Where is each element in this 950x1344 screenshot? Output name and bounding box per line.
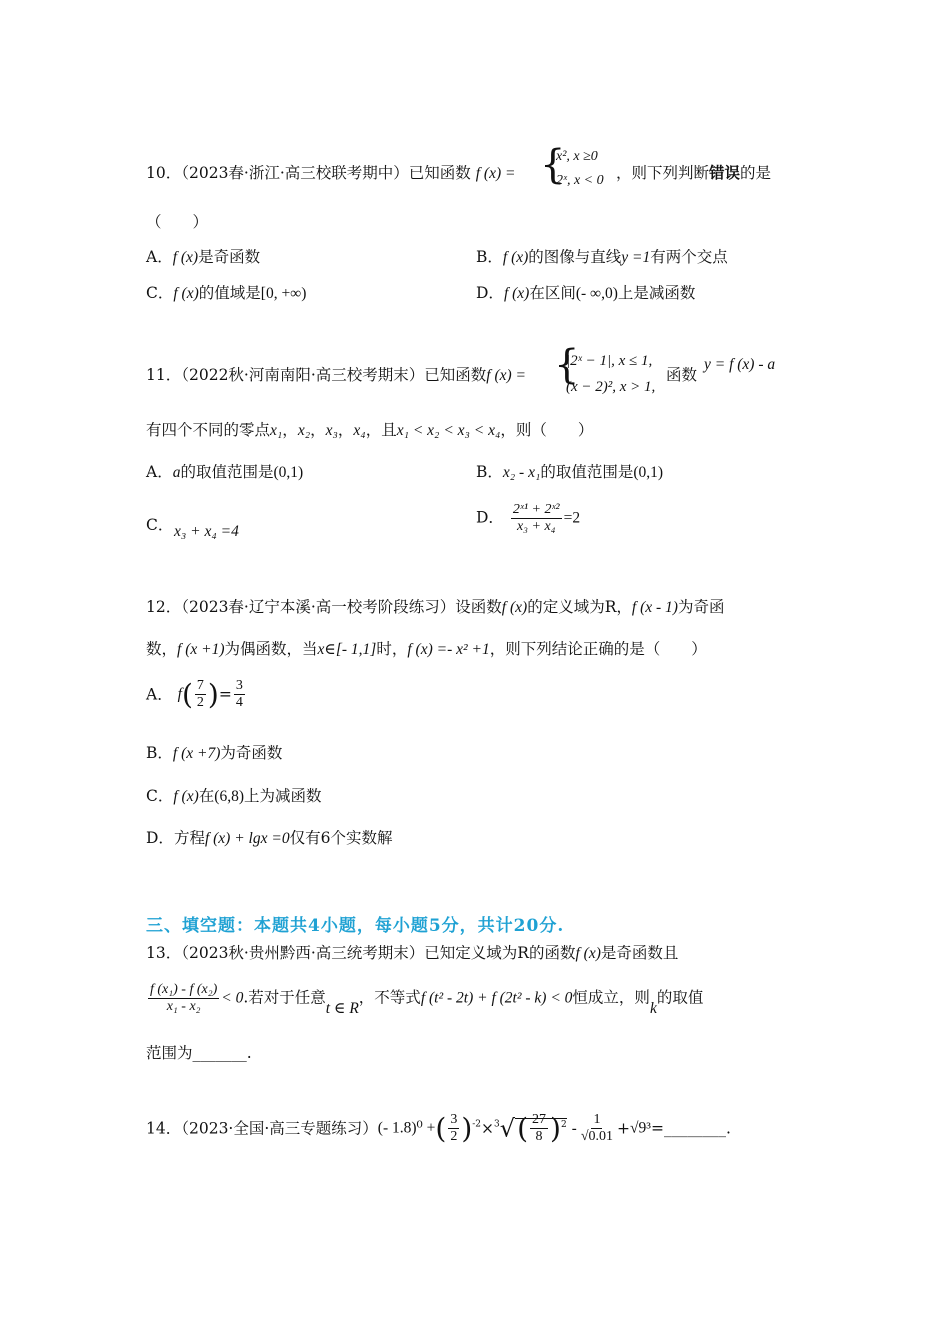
q11-y-expr: y = f (x) - a [704,356,776,373]
q11-line2: 有四个不同的零点x₁，x₂，x₃，x₄，且x₁ < x₂ < x₃ < x₄，则（ ） [146,421,594,439]
q10-f-label: f (x) = [475,165,516,182]
q10-case1: x², x ≥0 [556,149,598,164]
q10-option-c[interactable]: C．f (x)的值域是[0, +∞) [146,284,307,302]
q13-fraction: $\frac{\text{f (x₁) - f (x₂)}}{\text{x₁ - x₂}}$ [150,982,218,1015]
q10-option-d[interactable]: D．f (x)在区间(- ∞,0)上是减函数 [476,284,696,302]
q11-case2: (x − 2)², x > 1, [566,379,656,395]
q10-bold-word: 错误 [709,163,741,182]
q11-option-b[interactable]: B．x₂ - x₁的取值范围是(0,1) [476,463,664,481]
q11-case1: |2ˣ − 1|, x ≤ 1, [566,353,653,369]
q11-mid: 函数 [666,366,698,384]
q10-tail: ，则下列判断错误的是 [616,163,772,182]
q10-brace: { [540,142,566,188]
q11-option-c-expr: x₃ + x₄ =4 [174,523,239,540]
q12-option-d[interactable]: D．方程f (x) + lgx =0仅有6个实数解 [146,829,393,847]
q11-option-c-label[interactable]: C． [146,516,174,534]
section-title: 三、填空题：本题共4小题，每小题5分，共计20分. [146,916,565,936]
q14-stem: 14．（2023·全国·高三专题练习）(- 1.8)⁰ +( $\frac{3}{2}$ )$^{-2}$×$^3$√( $\frac{27}{8}$ )$^2$ - $\frac{1}{√0.01}$ +√9³=________. [146,1112,731,1145]
q12-stem: 12．（2023春·辽宁本溪·高一校考阶段练习）设函数f (x)的定义域为R，f (x - 1)为奇函 [146,598,725,616]
q12-option-c[interactable]: C．f (x)在(6,8)上为减函数 [146,787,322,805]
q12-option-b[interactable]: B．f (x +7)为奇函数 [146,744,283,762]
q13-line2: $\frac{\text{f (x₁) - f (x₂)}}{\text{x₁ - x₂}}$ < 0.若对于任意t ∈ R，不等式f (t² - 2t) + f (2t² - k) < 0恒成立，则k的取值 [150,982,704,1017]
q10-option-b[interactable]: B．f (x)的图像与直线y =1有两个交点 [476,248,728,266]
q11-brace: { [554,342,580,388]
q10-source: （2023春·浙江·高三校联考期中）已知函数 [181,164,471,182]
q13-stem: 13．（2023秋·贵州黔西·高三统考期末）已知定义域为R的函数f (x)是奇函数且 [146,944,679,962]
q10-paren: （ ） [146,213,209,231]
q11-stem: 11．（2022秋·河南南阳·高三校考期末）已知函数f (x) = [146,366,527,384]
q10-stem [146,164,515,184]
q10-number: 10． [146,164,182,182]
q11-option-d[interactable]: D． $\frac{\text{2ˣ¹ + 2ˣ²}}{\text{x₃ + x₄}}$ =2 [476,502,581,535]
q11-option-a[interactable]: A．a的取值范围是(0,1) [146,463,304,481]
q12-line2: 数，f (x +1)为偶函数，当x∈[- 1,1]时，f (x) =- x² +1，则下列结论正确的是（ ） [146,640,707,658]
q10-case2: 2ˣ, x < 0 [556,173,604,188]
q12-option-a[interactable]: A． f( $\frac{7}{2}$ )= $\frac{3}{4}$ [146,678,243,711]
q10-option-a[interactable]: A．f (x)是奇函数 [146,248,261,266]
q11-d-fraction: $\frac{\text{2ˣ¹ + 2ˣ²}}{\text{x₃ + x₄}}$ [512,502,560,535]
q13-line3: 范围为_______. [146,1044,252,1062]
